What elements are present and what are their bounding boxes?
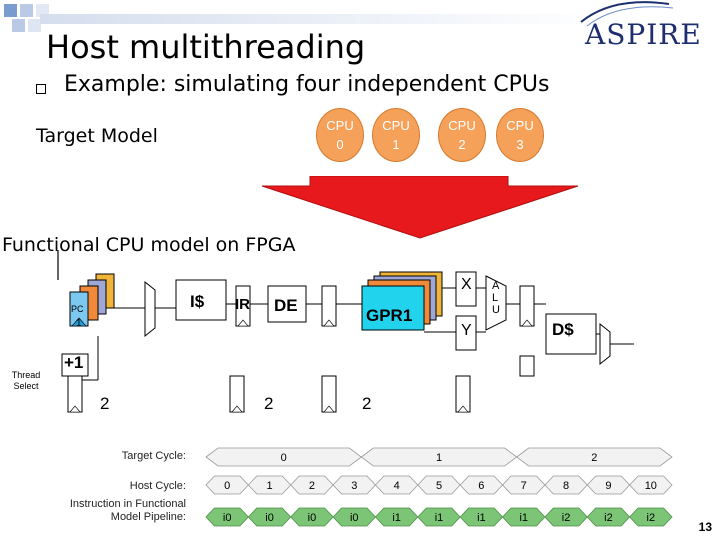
bullet-text: Example: simulating four independent CPUs <box>64 72 550 97</box>
host-cycle-value: 5 <box>435 480 443 492</box>
x-register-label: X <box>461 276 472 293</box>
ir-label: IR <box>235 296 250 313</box>
target-cycle-label: Target Cycle: <box>121 450 186 462</box>
thread-select-label: Thread Select <box>11 370 41 391</box>
target-cycle-value: 1 <box>435 452 443 464</box>
instruction-value: i0 <box>222 512 232 524</box>
slide-title: Host multithreading <box>46 28 366 66</box>
instruction-value: i1 <box>477 512 486 524</box>
host-cycle-value: 9 <box>605 480 612 492</box>
instruction-value: i2 <box>561 512 571 524</box>
host-cycle-value: 8 <box>563 480 570 492</box>
instruction-value: i2 <box>646 512 656 524</box>
instruction-label: Instruction in Functional Model Pipeline: <box>69 498 186 523</box>
cpu-2: CPU 2 <box>438 108 486 162</box>
pc-number: 1 <box>76 318 82 329</box>
host-cycle-value: 7 <box>520 480 527 492</box>
page-number: 13 <box>698 520 712 534</box>
host-cycle-value: 10 <box>644 480 657 492</box>
pipeline-diagram <box>0 240 720 420</box>
title-underline <box>40 14 600 24</box>
instruction-value: i0 <box>265 512 274 524</box>
instruction-value: i2 <box>604 512 613 524</box>
bullet-marker <box>36 84 46 94</box>
count-1: 2 <box>264 394 274 413</box>
host-cycle-value: 0 <box>224 480 231 492</box>
instruction-value: i0 <box>307 512 317 524</box>
host-cycle-value: 4 <box>393 480 400 492</box>
host-cycle-value: 6 <box>478 480 485 492</box>
decode-label: DE <box>274 296 298 315</box>
host-cycle-value: 2 <box>308 480 315 492</box>
cpu-1: CPU 1 <box>372 108 420 162</box>
icache-label: I$ <box>190 292 205 311</box>
instruction-value: i1 <box>519 512 529 524</box>
target-cycle-value: 0 <box>280 452 287 464</box>
gpr-label: GPR1 <box>366 306 413 325</box>
y-register-label: Y <box>461 322 472 339</box>
host-cycle-label: Host Cycle: <box>129 480 186 492</box>
instruction-value: i0 <box>349 512 359 524</box>
increment-label: +1 <box>64 353 84 372</box>
timeline <box>200 440 680 536</box>
instruction-value: i1 <box>392 512 401 524</box>
alu-label: A L U <box>492 280 500 316</box>
cpu-0: CPU 0 <box>316 108 364 162</box>
cpu-3: CPU 3 <box>496 108 544 162</box>
count-0: 2 <box>100 394 110 413</box>
dcache-label: D$ <box>552 320 574 339</box>
host-cycle-value: 1 <box>266 480 273 492</box>
pc-label: PC <box>71 304 84 314</box>
target-model-label: Target Model <box>36 125 158 147</box>
instruction-value: i1 <box>434 512 444 524</box>
functional-model-label: Functional CPU model on FPGA <box>2 234 296 256</box>
aspire-logo: ASPIRE <box>585 8 702 41</box>
host-cycle-value: 3 <box>351 480 358 492</box>
mapping-arrow <box>260 176 580 240</box>
count-2: 2 <box>362 394 372 413</box>
target-cycle-value: 2 <box>591 452 598 464</box>
